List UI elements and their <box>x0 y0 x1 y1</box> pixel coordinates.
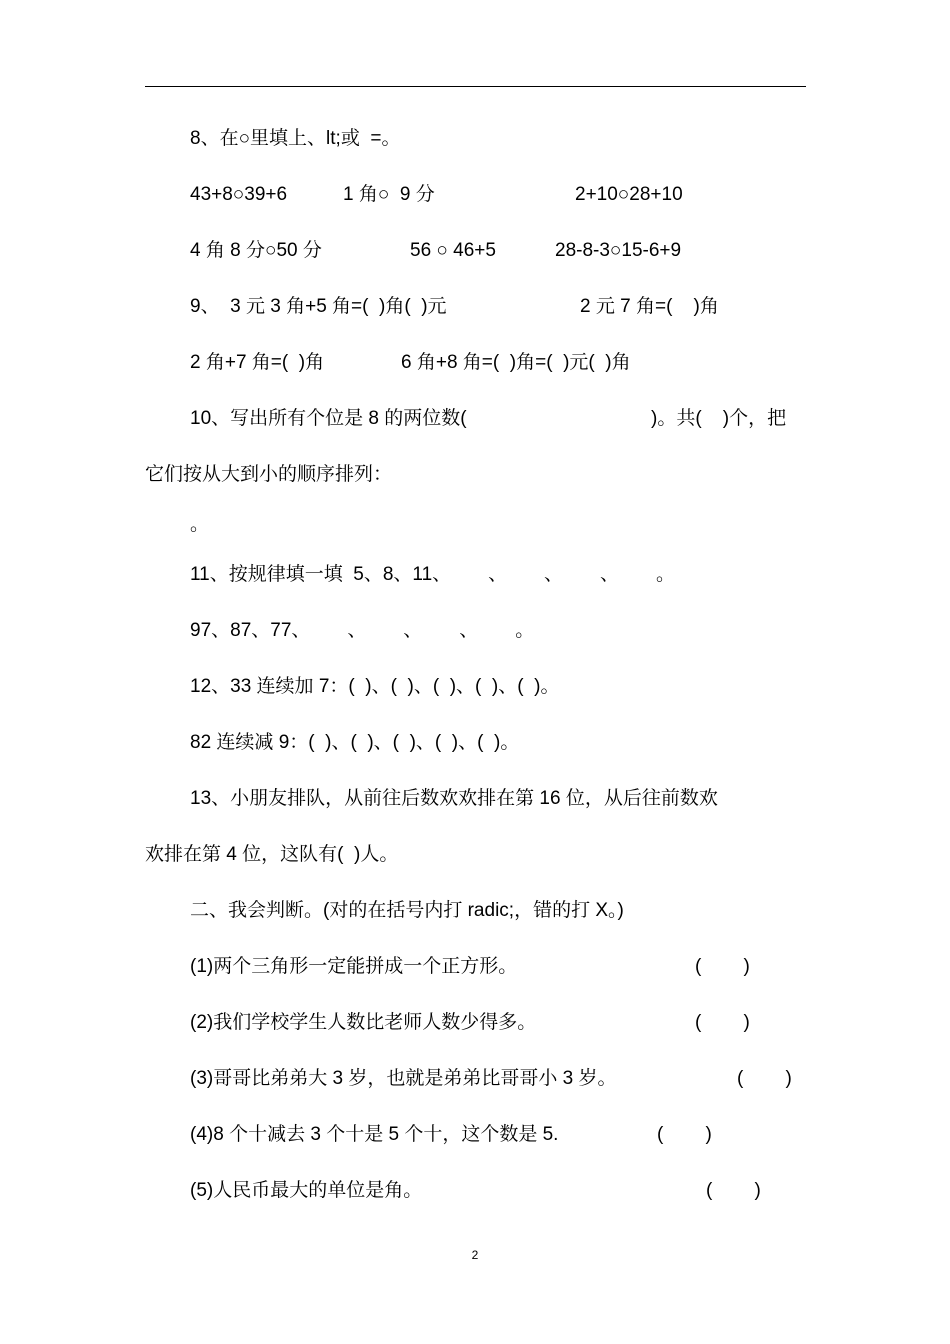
judgement-item-3: (3)哥哥比弟弟大 3 岁，也就是弟弟比哥哥小 3 岁。 <box>190 1068 617 1089</box>
question-13-line1: 13、小朋友排队，从前往后数欢欢排在第 16 位，从后往前数欢 <box>190 788 718 809</box>
question-8-title: 8、在○里填上、lt;或 =。 <box>190 128 401 149</box>
question-11-line1: 11、按规律填一填 5、8、11、 、 、 、 。 <box>190 564 675 585</box>
judgement-blank-2: ( ) <box>695 1012 750 1033</box>
q8-row2-item1: 4 角 8 分○50 分 <box>190 240 322 261</box>
q8-row1-item3: 2+10○28+10 <box>575 184 683 205</box>
question-10-line1-end: )。共( )个，把 <box>651 408 787 429</box>
q8-row2-item3: 28-8-3○15-6+9 <box>555 240 682 261</box>
q9-row1-item2: 2 元 7 角=( )角 <box>580 296 719 317</box>
question-10-line1: 10、写出所有个位是 8 的两位数( <box>190 408 467 429</box>
judgement-item-5: (5)人民币最大的单位是角。 <box>190 1180 423 1201</box>
q9-row2-item1: 2 角+7 角=( )角 <box>190 352 325 373</box>
q8-row2-item2: 56 ○ 46+5 <box>410 240 496 261</box>
question-10-line2: 它们按从大到小的顺序排列： <box>145 464 393 485</box>
q8-row1-item2: 1 角○ 9 分 <box>343 184 435 205</box>
question-12-line1: 12、33 连续加 7：( )、( )、( )、( )、( )。 <box>190 676 560 697</box>
question-12-line2: 82 连续减 9：( )、( )、( )、( )、( )。 <box>190 732 520 753</box>
judgement-item-1: (1)两个三角形一定能拼成一个正方形。 <box>190 956 518 977</box>
page-number: 2 <box>471 1248 479 1262</box>
judgement-item-4: (4)8 个十减去 3 个十是 5 个十，这个数是 5. <box>190 1124 559 1145</box>
judgement-item-2: (2)我们学校学生人数比老师人数少得多。 <box>190 1012 537 1033</box>
section-2-title: 二、我会判断。(对的在括号内打 radic;，错的打 X。) <box>190 900 624 921</box>
judgement-blank-3: ( ) <box>737 1068 792 1089</box>
q9-row2-item2: 6 角+8 角=( )角=( )元( )角 <box>401 352 631 373</box>
judgement-blank-4: ( ) <box>657 1124 712 1145</box>
judgement-blank-5: ( ) <box>706 1180 761 1201</box>
judgement-blank-1: ( ) <box>695 956 750 977</box>
header-rule <box>145 86 806 87</box>
question-13-line2: 欢排在第 4 位，这队有( )人。 <box>145 844 399 865</box>
q8-row1-item1: 43+8○39+6 <box>190 184 288 205</box>
q9-row1-item1: 9、 3 元 3 角+5 角=( )角( )元 <box>190 296 447 317</box>
question-10-line3: 。 <box>190 514 210 535</box>
question-11-line2: 97、87、77、 、 、 、 。 <box>190 620 535 641</box>
